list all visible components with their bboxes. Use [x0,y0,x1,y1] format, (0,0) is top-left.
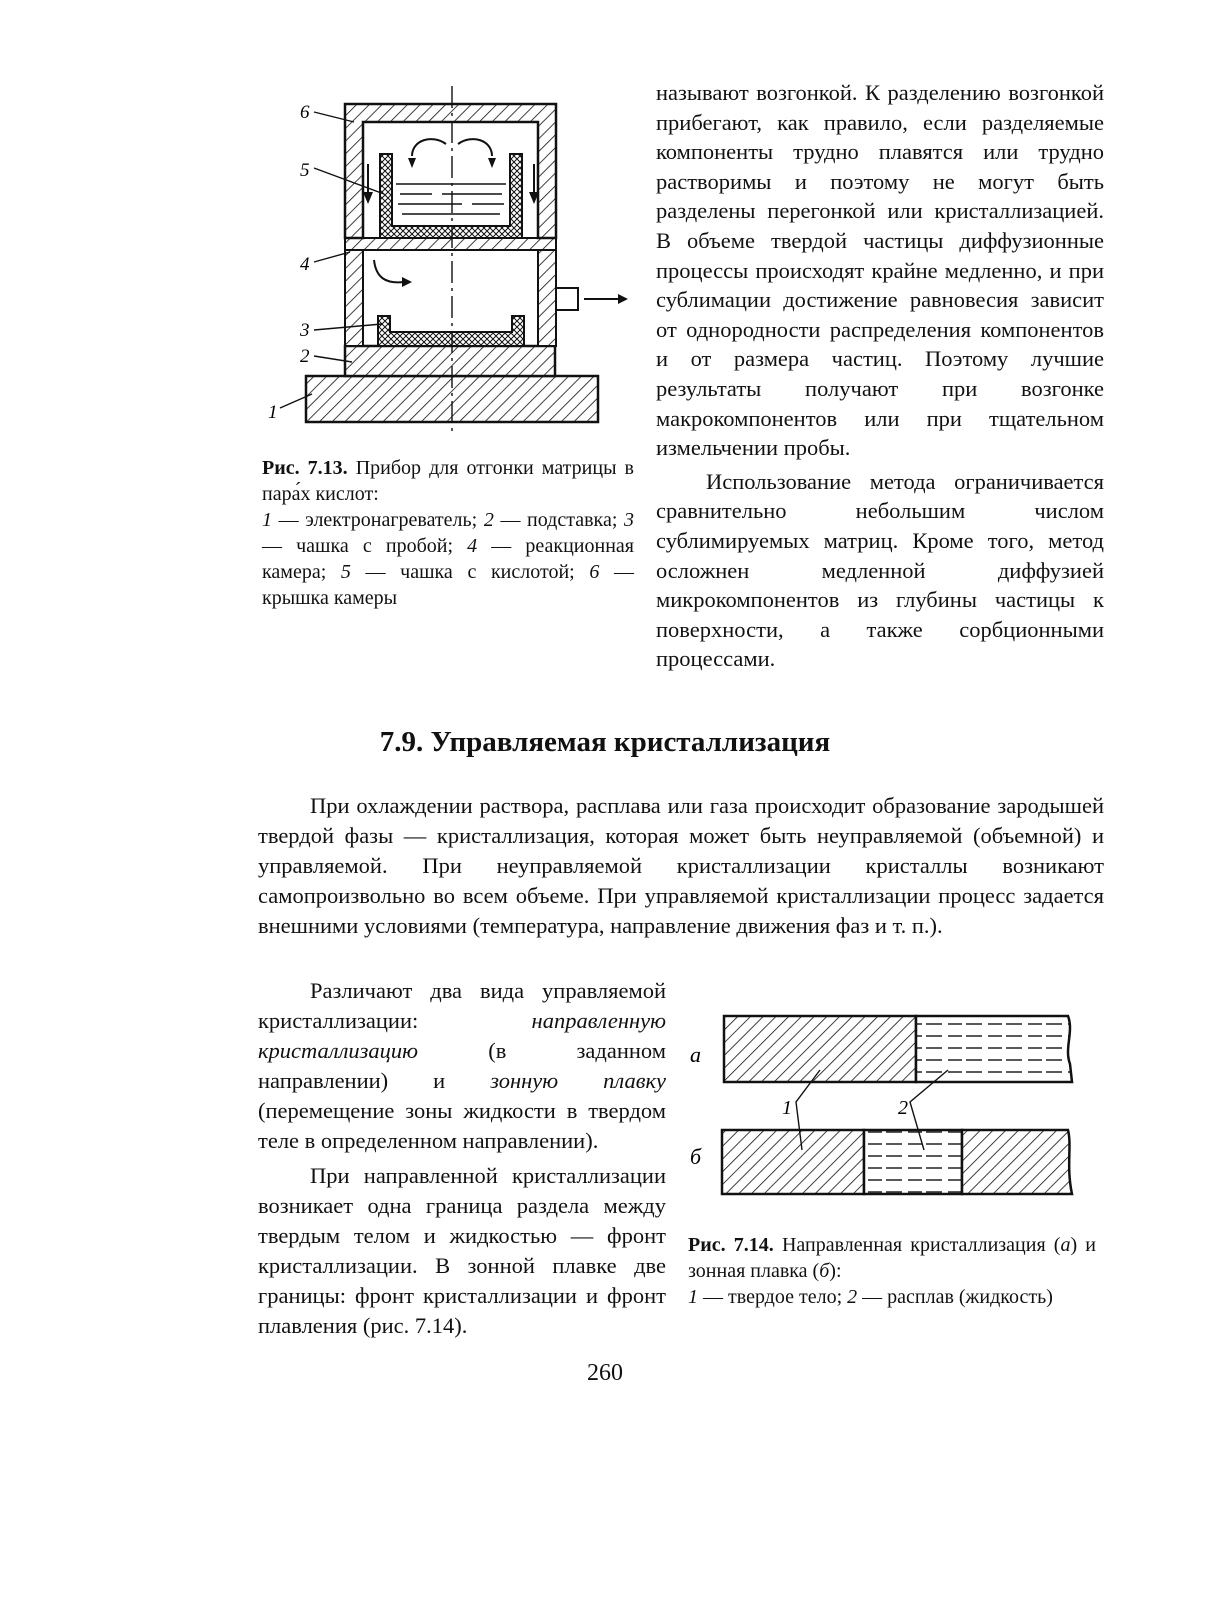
outlet-pipe [556,288,578,310]
label-a: а [690,1042,701,1067]
figure-7-13 [262,84,634,446]
melt-zone-a [916,1016,1072,1082]
paragraph: Различают два вида управляемой кристаллизации: направленную кристаллизацию (в заданном направлении) и зонную плавку (перемещение зоны жидкости в твердом теле в определенном направлении). [258,978,666,1153]
section-heading: 7.9. Управляемая кристаллизация [379,726,831,758]
page-number: 260 [587,1360,623,1386]
label-4: 4 [300,254,310,275]
chamber-cover [345,104,556,238]
solid-zone-b-left [722,1130,864,1194]
chamber-wall-left [345,246,363,346]
label-b: б [690,1144,702,1169]
acid-liquid [396,184,506,214]
acid-cup [380,154,522,238]
sample-cup [378,316,524,346]
left-column-text [258,976,666,1341]
paragraph: При направленной кристаллизации возникает одна граница раздела между твердым телом и жидкостью — фронт кристаллизации. В зонной плавке две границы: фронт кристаллизации и фронт плавления (рис. 7.14). [258,1163,666,1338]
section-body [258,791,1104,941]
solid-zone-a [724,1016,916,1082]
label-5: 5 [300,160,310,181]
caption-title: Прибор для отгонки матрицы в пара́х кислот: [262,457,634,505]
paragraph: Использование метода ограничивается сравнительно небольшим числом сублимируемых матриц. Кроме того, метод осложнен медленной диффузией микрокомпонентов из глубины частицы к поверхности, а также сорбционными процессами. [656,468,1104,672]
caption-label: Рис. 7.13. [262,457,348,479]
label-2: 2 [300,346,310,367]
right-column-text [656,78,1104,674]
label-3: 3 [300,320,310,341]
caption-label: Рис. 7.14. [688,1234,774,1256]
stand-part [345,346,555,376]
label-1: 1 [268,402,278,423]
figure-7-13-caption [262,455,634,611]
paragraph: называют возгонкой. К разделению возгонкой прибегают, как правило, если разделяемые компоненты трудно плавятся или трудно растворимы и поэтому не могут быть разделены перегонкой или кристаллизацией. В объеме твердой частицы диффузионные процессы происходят крайне медленно, и при сублимации достижение равновесия зависит от однородности распределения компонентов и от размера частиц. Поэтому лучшие результаты получают при возгонке макрокомпонентов или при тщательном измельчении пробы. [656,80,1104,461]
label-2: 2 [898,1097,908,1119]
caption-legend: 1 — твердое тело; 2 — расплав (жидкость) [688,1286,1053,1308]
chamber-wall-right [538,246,556,346]
solid-zone-b-right [962,1130,1072,1194]
melt-zone-b [864,1130,962,1194]
figure-7-14 [684,1006,1096,1202]
paragraph: При охлаждении раствора, расплава или газа происходит образование зародышей твердой фазы — кристаллизация, которая может быть неуправляемой (объемной) и управляемой. При неуправляемой кристаллизации кристаллы возникают самопроизвольно во всем объеме. При управляемой кристаллизации процесс задается внешними условиями (температура, направление движения фаз и т. п.). [258,793,1104,938]
label-1: 1 [782,1097,792,1119]
label-6: 6 [300,102,310,123]
divider-plate [345,238,556,250]
caption-legend: 1 — электронагреватель; 2 — подставка; 3 — чашка с пробой; 4 — реакционная камера; 5 — чашка с кислотой; 6 — крышка камеры [262,509,634,609]
figure-7-14-caption: Рис. 7.14. Направленная кристаллизация (а) и зонная плавка (б): 1 — твердое тело; 2 — расплав (жидкость) [688,1234,1097,1308]
